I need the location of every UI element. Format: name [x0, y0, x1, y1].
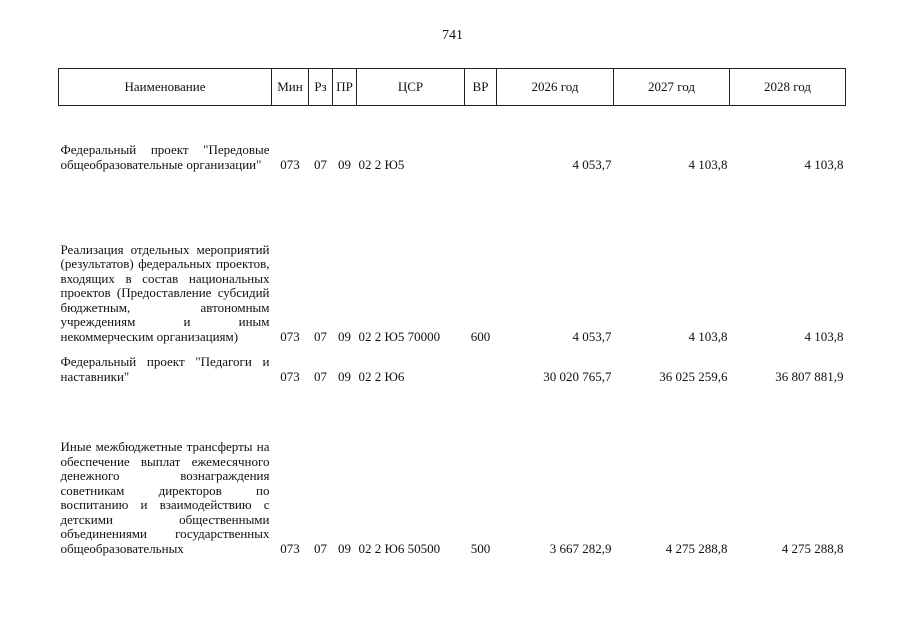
table-row [59, 388, 846, 560]
row-csr: 02 2 Ю6 50500 [358, 540, 441, 556]
row-rz: 07 [314, 156, 327, 172]
row-pr: 09 [338, 368, 351, 384]
row-csr: 02 2 Ю6 [358, 368, 405, 384]
row-csr: 02 2 Ю5 [358, 156, 405, 172]
header-2028: 2028 год [730, 69, 846, 106]
row-min: 073 [280, 540, 300, 556]
row-name: Иные межбюджетные трансферты на обеспечение выплат ежемесячного денежного вознаграждения советникам директоров по воспитанию и взаимодействию с детскими общественными объединениями государственных общеобразовательных [60, 439, 270, 556]
table-row [59, 176, 846, 348]
row-2026: 3 667 282,9 [549, 540, 612, 556]
row-vr [465, 348, 497, 388]
header-rz: Рз [309, 69, 333, 106]
row-csr: 02 2 Ю5 70000 [358, 328, 441, 344]
header-name: Наименование [59, 69, 272, 106]
row-2027: 4 275 288,8 [665, 540, 728, 556]
header-min: Мин [272, 69, 309, 106]
page-number: 741 [442, 28, 463, 43]
row-2028: 4 103,8 [804, 156, 844, 172]
row-vr: 500 [470, 540, 491, 556]
row-name: Федеральный проект "Педагоги и наставники" [60, 354, 270, 384]
row-2027: 36 025 259,6 [659, 368, 728, 384]
row-2028: 4 275 288,8 [781, 540, 844, 556]
budget-table [58, 68, 846, 560]
row-2026: 4 053,7 [572, 328, 612, 344]
row-name: Федеральный проект "Передовые общеобразовательные организации" [60, 142, 270, 172]
row-pr: 09 [338, 328, 351, 344]
row-rz: 07 [314, 540, 327, 556]
header-pr: ПР [333, 69, 357, 106]
row-pr: 09 [338, 540, 351, 556]
row-2026: 4 053,7 [572, 156, 612, 172]
header-row [59, 69, 846, 106]
row-2028: 36 807 881,9 [775, 368, 844, 384]
row-name: Реализация отдельных мероприятий (результатов) федеральных проектов, входящих в состав национальных проектов (Предоставление субсидий бюджетным, автономным учреждениям и иным некоммерческим организациям) [60, 241, 270, 344]
row-min: 073 [280, 368, 300, 384]
row-min: 073 [280, 156, 300, 172]
header-vr: ВР [465, 69, 497, 106]
row-2026: 30 020 765,7 [543, 368, 612, 384]
row-2028: 4 103,8 [804, 328, 844, 344]
header-2027: 2027 год [614, 69, 730, 106]
header-2026: 2026 год [497, 69, 614, 106]
header-csr: ЦСР [357, 69, 465, 106]
row-rz: 07 [314, 368, 327, 384]
row-vr: 600 [470, 328, 491, 344]
row-2027: 4 103,8 [688, 156, 728, 172]
row-rz: 07 [314, 328, 327, 344]
row-pr: 09 [338, 156, 351, 172]
row-min: 073 [280, 328, 300, 344]
row-vr [465, 106, 497, 177]
table-row [59, 106, 846, 177]
table-row [59, 348, 846, 388]
row-2027: 4 103,8 [688, 328, 728, 344]
